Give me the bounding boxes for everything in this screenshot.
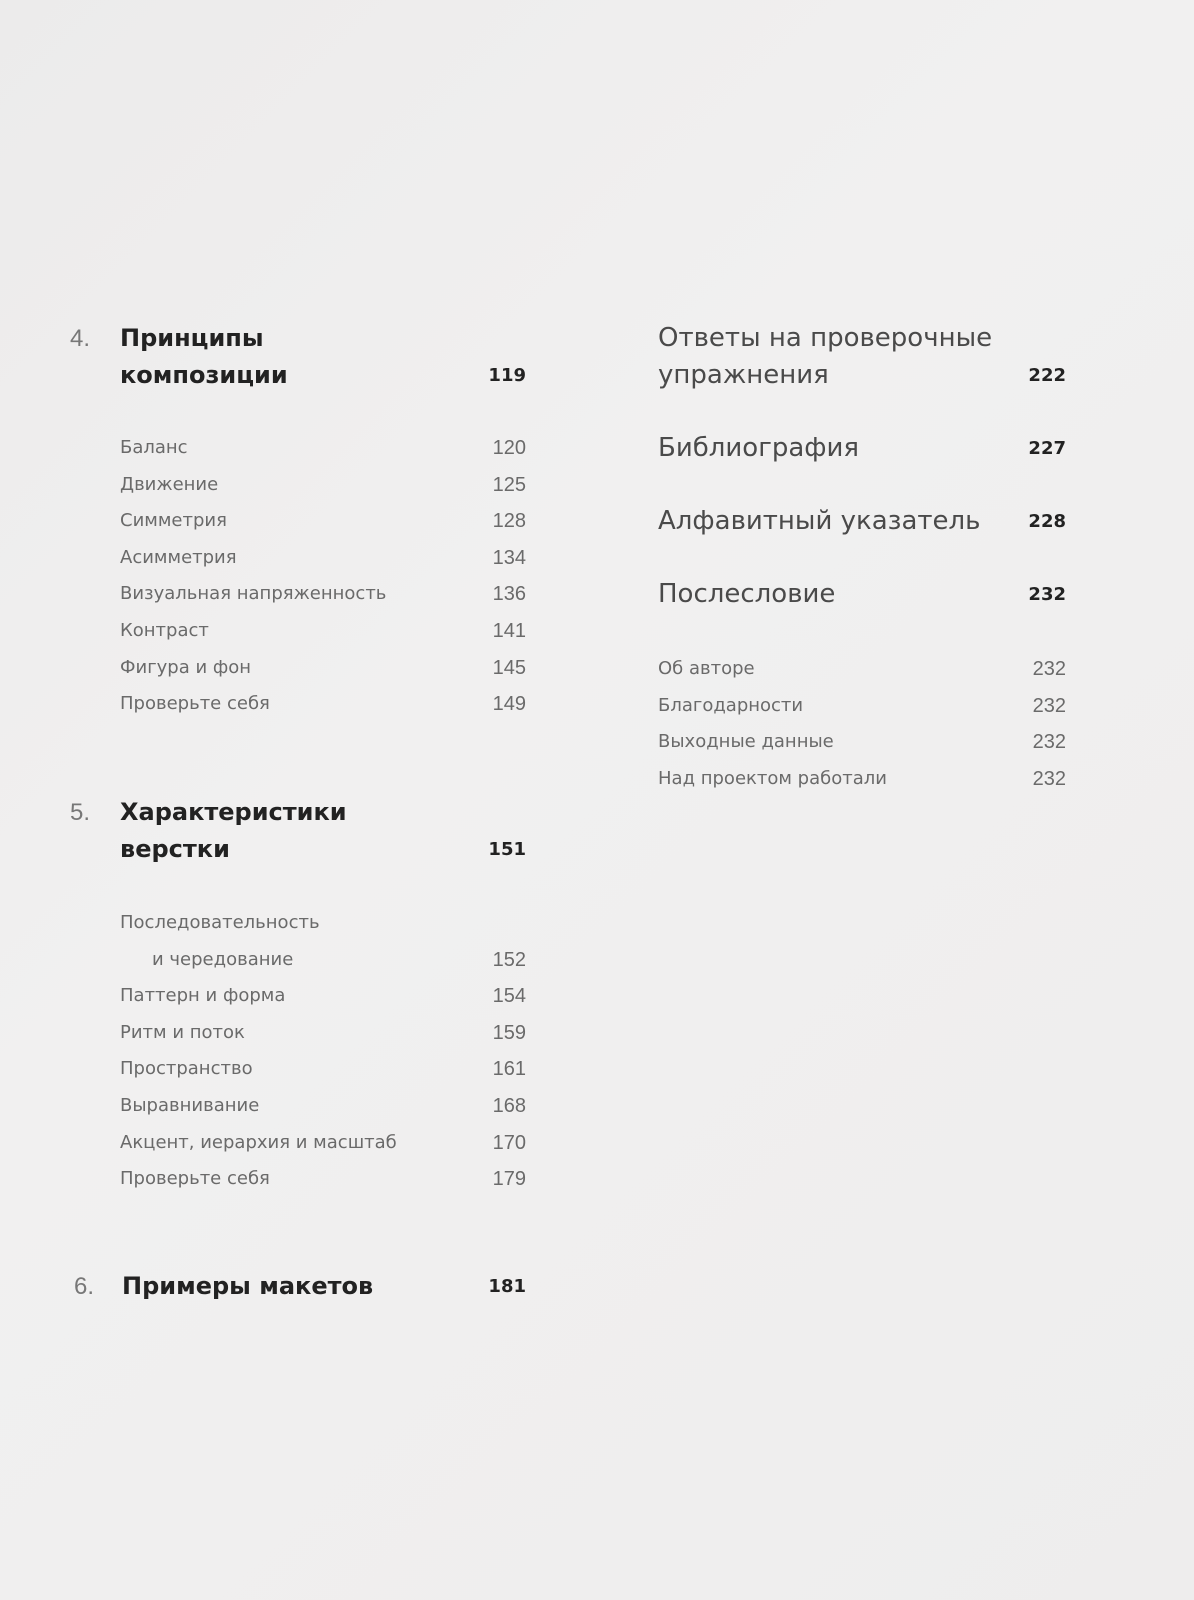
chapter-title (122, 1268, 442, 1305)
toc-entry (120, 1125, 526, 1162)
section-title-line-2: упражнения (658, 360, 829, 390)
toc-entry-label: Движение (120, 473, 219, 495)
toc-entry-page: 161 (492, 1058, 526, 1081)
chapter-4-subsections (120, 430, 526, 723)
toc-entry-page: 179 (492, 1168, 526, 1191)
toc-entry-page: 136 (492, 583, 526, 606)
section-page-number: 228 (1028, 511, 1066, 532)
chapter-number: 6. (74, 1273, 95, 1300)
section-page-number: 222 (1028, 365, 1066, 386)
section-title-line-1: Послесловие (658, 579, 836, 609)
toc-entry-page: 128 (492, 510, 526, 533)
toc-entry-label: Последовательность (120, 912, 320, 933)
toc-entry-label: Паттерн и форма (120, 985, 286, 1007)
section-title-line-1: Алфавитный указатель (658, 506, 981, 536)
toc-entry-page: 232 (1032, 767, 1066, 790)
toc-entry (120, 1161, 526, 1198)
toc-entry (120, 576, 526, 613)
toc-entry-label: Над проектом работали (658, 767, 887, 789)
toc-entry (658, 724, 1066, 761)
toc-entry (658, 651, 1066, 688)
toc-entry-page: 145 (492, 656, 526, 679)
toc-entry (120, 613, 526, 650)
section-title-line-1: Библиография (658, 433, 860, 463)
toc-entry-page: 232 (1032, 731, 1066, 754)
toc-entry (120, 540, 526, 577)
section-title (658, 576, 998, 613)
toc-entry (120, 503, 526, 540)
toc-entry-label: Контраст (120, 619, 209, 641)
toc-entry-page: 232 (1032, 658, 1066, 680)
toc-entry-label: Об авторе (658, 658, 755, 679)
toc-entry-page: 232 (1032, 694, 1066, 717)
toc-entry (120, 1088, 526, 1125)
toc-entry-label: Выходные данные (658, 731, 834, 753)
toc-entry-label: Баланс (120, 437, 188, 458)
toc-entry-label: Фигура и фон (120, 656, 252, 678)
toc-entry-page: 120 (492, 437, 526, 459)
chapter-5-subsections (120, 905, 526, 1198)
toc-entry-label: Выравнивание (120, 1094, 260, 1116)
chapter-title-line-1: Принципы (120, 324, 264, 352)
chapter-title (120, 794, 440, 868)
chapter-number: 5. (70, 799, 91, 826)
toc-entry-page: 134 (492, 546, 526, 569)
chapter-page-number: 181 (488, 1276, 526, 1297)
toc-entry-page: 125 (492, 473, 526, 496)
toc-entry (120, 942, 526, 979)
chapter-title-line-1: Характеристики (120, 798, 347, 826)
toc-entry-page: 141 (492, 619, 526, 642)
toc-entry (120, 1051, 526, 1088)
toc-entry (120, 686, 526, 723)
toc-entry-label: Симметрия (120, 510, 227, 532)
section-title-line-1: Ответы на проверочные (658, 323, 993, 353)
toc-entry-page: 168 (492, 1094, 526, 1117)
section-title (658, 503, 998, 540)
toc-entry-label: Проверьте себя (120, 693, 270, 715)
toc-entry-label: Ритм и поток (120, 1021, 245, 1043)
chapter-title-line-2: верстки (120, 835, 230, 863)
toc-entry-label: Акцент, иерархия и масштаб (120, 1131, 397, 1153)
chapter-number: 4. (70, 325, 91, 352)
toc-entry-page: 154 (492, 985, 526, 1008)
chapter-page-number: 119 (488, 365, 526, 386)
toc-entry (120, 467, 526, 504)
section-title (658, 320, 998, 394)
chapter-page-number: 151 (488, 839, 526, 860)
toc-entry-page: 170 (492, 1131, 526, 1154)
toc-entry-label: Проверьте себя (120, 1168, 270, 1190)
toc-entry-label: Благодарности (658, 694, 804, 716)
afterword-subsections (658, 651, 1066, 797)
toc-entry-label: Пространство (120, 1058, 253, 1080)
toc-entry-page: 149 (492, 693, 526, 716)
chapter-title-line-2: композиции (120, 361, 288, 389)
toc-entry (120, 905, 526, 942)
toc-entry-page: 159 (492, 1021, 526, 1044)
section-page-number: 227 (1028, 438, 1066, 459)
toc-entry (120, 650, 526, 687)
toc-entry (658, 761, 1066, 798)
chapter-title (120, 320, 440, 394)
toc-entry-label: Визуальная напряженность (120, 583, 387, 605)
toc-entry (120, 430, 526, 467)
section-title (658, 430, 998, 467)
chapter-title-line-1: Примеры макетов (122, 1272, 374, 1300)
toc-entry-label: и чередование (152, 948, 294, 970)
toc-entry-page: 152 (492, 948, 526, 971)
toc-entry (658, 688, 1066, 725)
toc-entry-label: Асимметрия (120, 546, 237, 568)
toc-entry (120, 1015, 526, 1052)
section-page-number: 232 (1028, 584, 1066, 605)
toc-entry (120, 978, 526, 1015)
